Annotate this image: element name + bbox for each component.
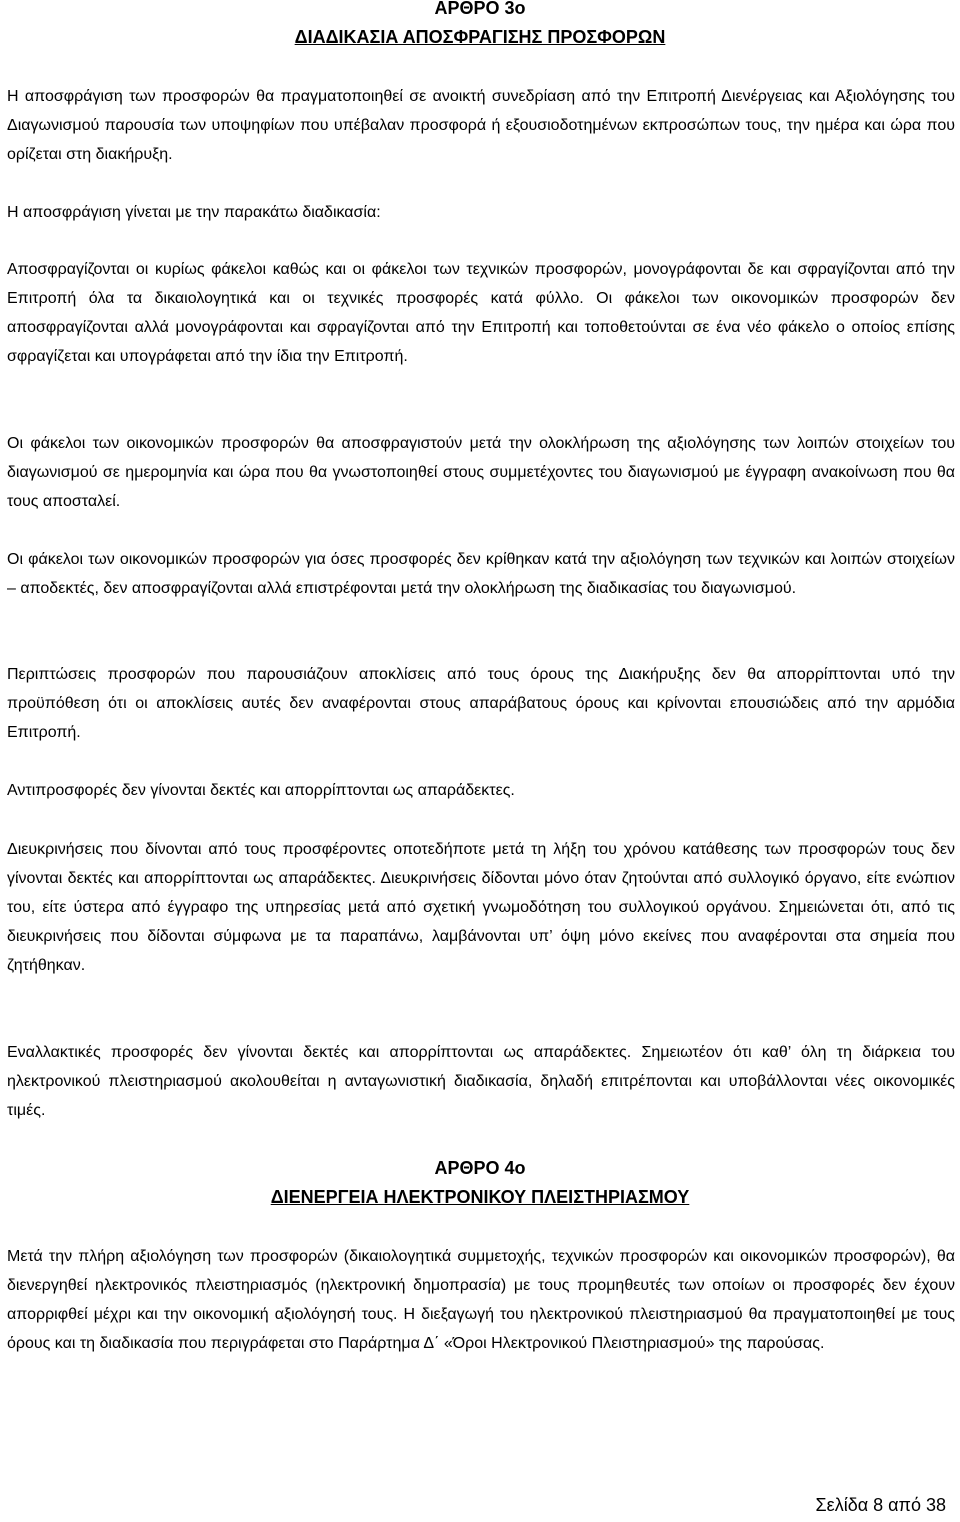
article-3-heading <box>0 0 960 52</box>
article-4-heading <box>0 1154 960 1212</box>
paragraph: Η αποσφράγιση γίνεται με την παρακάτω διαδικασία: <box>7 204 381 221</box>
paragraph: Αντιπροσφορές δεν γίνονται δεκτές και απορρίπτονται ως απαράδεκτες. <box>7 782 515 799</box>
article-3-subtitle: ΔΙΑΔΙΚΑΣΙΑ ΑΠΟΣΦΡΑΓΙΣΗΣ ΠΡΟΣΦΟΡΩΝ <box>294 27 666 47</box>
page-number: Σελίδα 8 από 38 <box>815 1495 946 1515</box>
paragraph: Οι φάκελοι των οικονομικών προσφορών θα αποσφραγιστούν μετά την ολοκλήρωση της αξιολόγησης των λοιπών στοιχείων του διαγωνισμού σε ημερομηνία και ώρα που θα γνωστοποιηθεί στους συμμετέχοντες του διαγωνισμού με έγγραφη ανακοίνωση που θα τους αποσταλεί. <box>7 435 955 510</box>
paragraph: Διευκρινήσεις που δίνονται από τους προσφέροντες οποτεδήποτε μετά τη λήξη του χρόνου κατάθεσης των προσφορών τους δεν γίνονται δεκτές και απορρίπτονται ως απαράδεκτες. Διευκρινήσεις δίδονται μόνο όταν ζητούνται από συλλογικό όργανο, είτε ενώπιον του, είτε ύστερα από έγγραφο της υπηρεσίας μετά από σχετική γνωμοδότηση του συλλογικού οργάνου. Σημειώνεται ότι, από τις διευκρινήσεις που δίδονται σύμφωνα με τα παραπάνω, λαμβάνονται υπ’ όψη μόνο εκείνες που αναφέρονται στα σημεία που ζητήθηκαν. <box>7 841 955 974</box>
article-4-subtitle: ΔΙΕΝΕΡΓΕΙΑ ΗΛΕΚΤΡΟΝΙΚΟΥ ΠΛΕΙΣΤΗΡΙΑΣΜΟΥ <box>270 1187 690 1207</box>
paragraph: Η αποσφράγιση των προσφορών θα πραγματοποιηθεί σε ανοικτή συνεδρίαση από την Επιτροπή Διενέργειας και Αξιολόγησης του Διαγωνισμού παρουσία των υποψηφίων που υπέβαλαν προσφορά ή εξουσιοδοτημένων εκπροσώπων τους, την ημέρα και ώρα που ορίζεται στη διακήρυξη. <box>7 88 955 163</box>
paragraph: Εναλλακτικές προσφορές δεν γίνονται δεκτές και απορρίπτονται ως απαράδεκτες. Σημειωτέον ότι καθ’ όλη τη διάρκεια του ηλεκτρονικού πλειστηριασμού ακολουθείται η ανταγωνιστική διαδικασία, δηλαδή επιτρέπονται και υποβάλλονται νέες οικονομικές τιμές. <box>7 1044 955 1119</box>
paragraph: Οι φάκελοι των οικονομικών προσφορών για όσες προσφορές δεν κρίθηκαν κατά την αξιολόγηση των τεχνικών και λοιπών στοιχείων – αποδεκτές, δεν αποσφραγίζονται αλλά επιστρέφονται μετά την ολοκλήρωση της διαδικασίας του διαγωνισμού. <box>7 551 955 597</box>
article-3-title: ΑΡΘΡΟ 3ο <box>434 0 526 18</box>
paragraph: Περιπτώσεις προσφορών που παρουσιάζουν αποκλίσεις από τους όρους της Διακήρυξης δεν θα απορρίπτονται υπό την προϋπόθεση ότι οι αποκλίσεις αυτές δεν αναφέρονται στους απαράβατους όρους και κρίνονται επουσιώδεις από την αρμόδια Επιτροπή. <box>7 666 955 741</box>
article-4-title: ΑΡΘΡΟ 4ο <box>434 1158 526 1178</box>
paragraph: Αποσφραγίζονται οι κυρίως φάκελοι καθώς και οι φάκελοι των τεχνικών προσφορών, μονογράφονται δε και σφραγίζονται από την Επιτροπή όλα τα δικαιολογητικά και οι τεχνικές προσφορές κατά φύλλο. Οι φάκελοι των οικονομικών προσφορών δεν αποσφραγίζονται αλλά μονογράφονται και σφραγίζονται από την Επιτροπή και τοποθετούνται σε ένα νέο φάκελο ο οποίος επίσης σφραγίζεται και υπογράφεται από την ίδια την Επιτροπή. <box>7 261 955 365</box>
paragraph: Μετά την πλήρη αξιολόγηση των προσφορών (δικαιολογητικά συμμετοχής, τεχνικών προσφορών και οικονομικών προσφορών), θα διενεργηθεί ηλεκτρονικός πλειστηριασμός (ηλεκτρονική δημοπρασία) με τους προμηθευτές των οποίων οι προσφορές δεν έχουν απορριφθεί μέχρι και την οικονομική αξιολόγησή τους. Η διεξαγωγή του ηλεκτρονικού πλειστηριασμού θα πραγματοποιηθεί με τους όρους και τη διαδικασία που περιγράφεται στο Παράρτημα Δ΄ «Όροι Ηλεκτρονικού Πλειστηριασμού» της παρούσας. <box>7 1248 955 1352</box>
